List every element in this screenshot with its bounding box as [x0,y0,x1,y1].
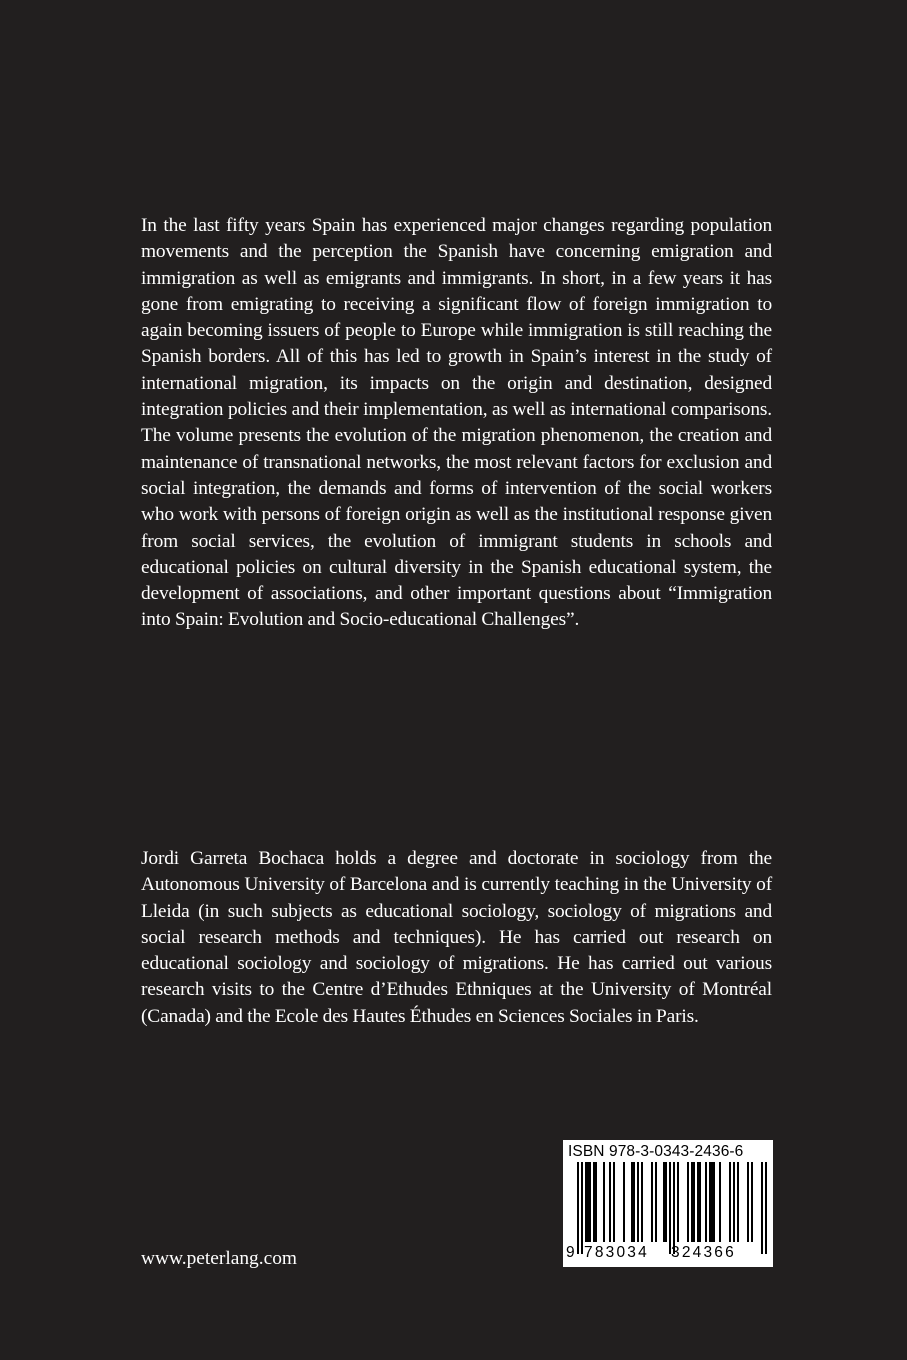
barcode-bar [719,1162,721,1242]
barcode-bar [641,1162,643,1242]
barcode-bar [665,1162,667,1242]
barcode-bar [637,1162,639,1242]
barcode-bar [655,1162,657,1242]
barcode-bar [633,1162,635,1242]
barcode-bar [623,1162,625,1242]
barcode-bar [663,1162,665,1242]
isbn-barcode [563,1140,773,1267]
barcode-bar [751,1162,753,1242]
barcode-bar [677,1162,679,1242]
barcode-lead-digit: 9 [566,1244,577,1261]
barcode-bar [693,1162,695,1242]
barcode-bar [687,1162,689,1242]
author-bio: Jordi Garreta Bochaca holds a degree and doctorate in sociology from the Autonomous University of Barcelona and is currently teaching in the University of Lleida (in such subjects as educational sociology, sociology of migrations and social research methods and techniques). He has carried out research on educational sociology and sociology of migrations. He has carried out various research visits to the Centre d’Ethudes Ethniques at the University of Montréal (Canada) and the Ecole des Hautes Éthudes en Sciences Sociales in Paris. [141,848,772,1027]
barcode-bar [613,1162,615,1242]
barcode-bar [595,1162,597,1242]
publisher-website[interactable]: www.peterlang.com [141,1248,297,1269]
barcode-bar [711,1162,713,1242]
barcode-bar [577,1162,579,1254]
barcode-bar [669,1162,671,1254]
barcode-bar [709,1162,711,1242]
barcode-bar [737,1162,739,1242]
barcode-bar [691,1162,693,1242]
barcode-bar [697,1162,699,1242]
barcode-bar [705,1162,707,1242]
barcode-bar [651,1162,653,1242]
barcode-bar [581,1162,583,1254]
barcode-bar [729,1162,731,1242]
barcode-bar [609,1162,611,1242]
isbn-label: ISBN 978-3-0343-2436-6 [568,1143,744,1160]
barcode-bar [631,1162,633,1242]
barcode-bar [587,1162,589,1242]
barcode-bar [733,1162,735,1242]
barcode-bar [765,1162,767,1254]
barcode-bar [589,1162,591,1242]
barcode-left-digits: 783034 [584,1244,649,1261]
barcode-bar [747,1162,749,1242]
barcode-bar [699,1162,701,1242]
barcode-bar [673,1162,675,1254]
barcode-bar [603,1162,605,1242]
book-description: In the last fifty years Spain has experienced major changes regarding population movements and the perception the Spanish have concerning emigration and immigration as well as emigrants and immigrants. In short, in a few years it has gone from emigrating to receiving a significant flow of foreign immigration to again becoming issuers of people to Europe while immigration is still reaching the Spanish borders. All of this has led to growth in Spain’s interest in the study of international migration, its impacts on the origin and destination, designed integration policies and their implementation, as well as international comparisons. The volume presents the evolution of the migration phenomenon, the creation and maintenance of transnational networks, the most relevant factors for exclusion and social integration, the demands and forms of intervention of the social workers who work with persons of foreign origin as well as the institutional response given from social services, the evolution of immigrant students in schools and educational policies on cultural diversity in the Spanish educational system, the development of associations, and other important questions about “Immigration into Spain: Evolution and Socio-educational Challenges”. [141,215,772,631]
barcode-bar [713,1162,715,1242]
barcode-bar [761,1162,763,1254]
barcode-right-digits: 324366 [671,1244,736,1261]
barcode-bar [593,1162,595,1242]
barcode-bar [585,1162,587,1242]
